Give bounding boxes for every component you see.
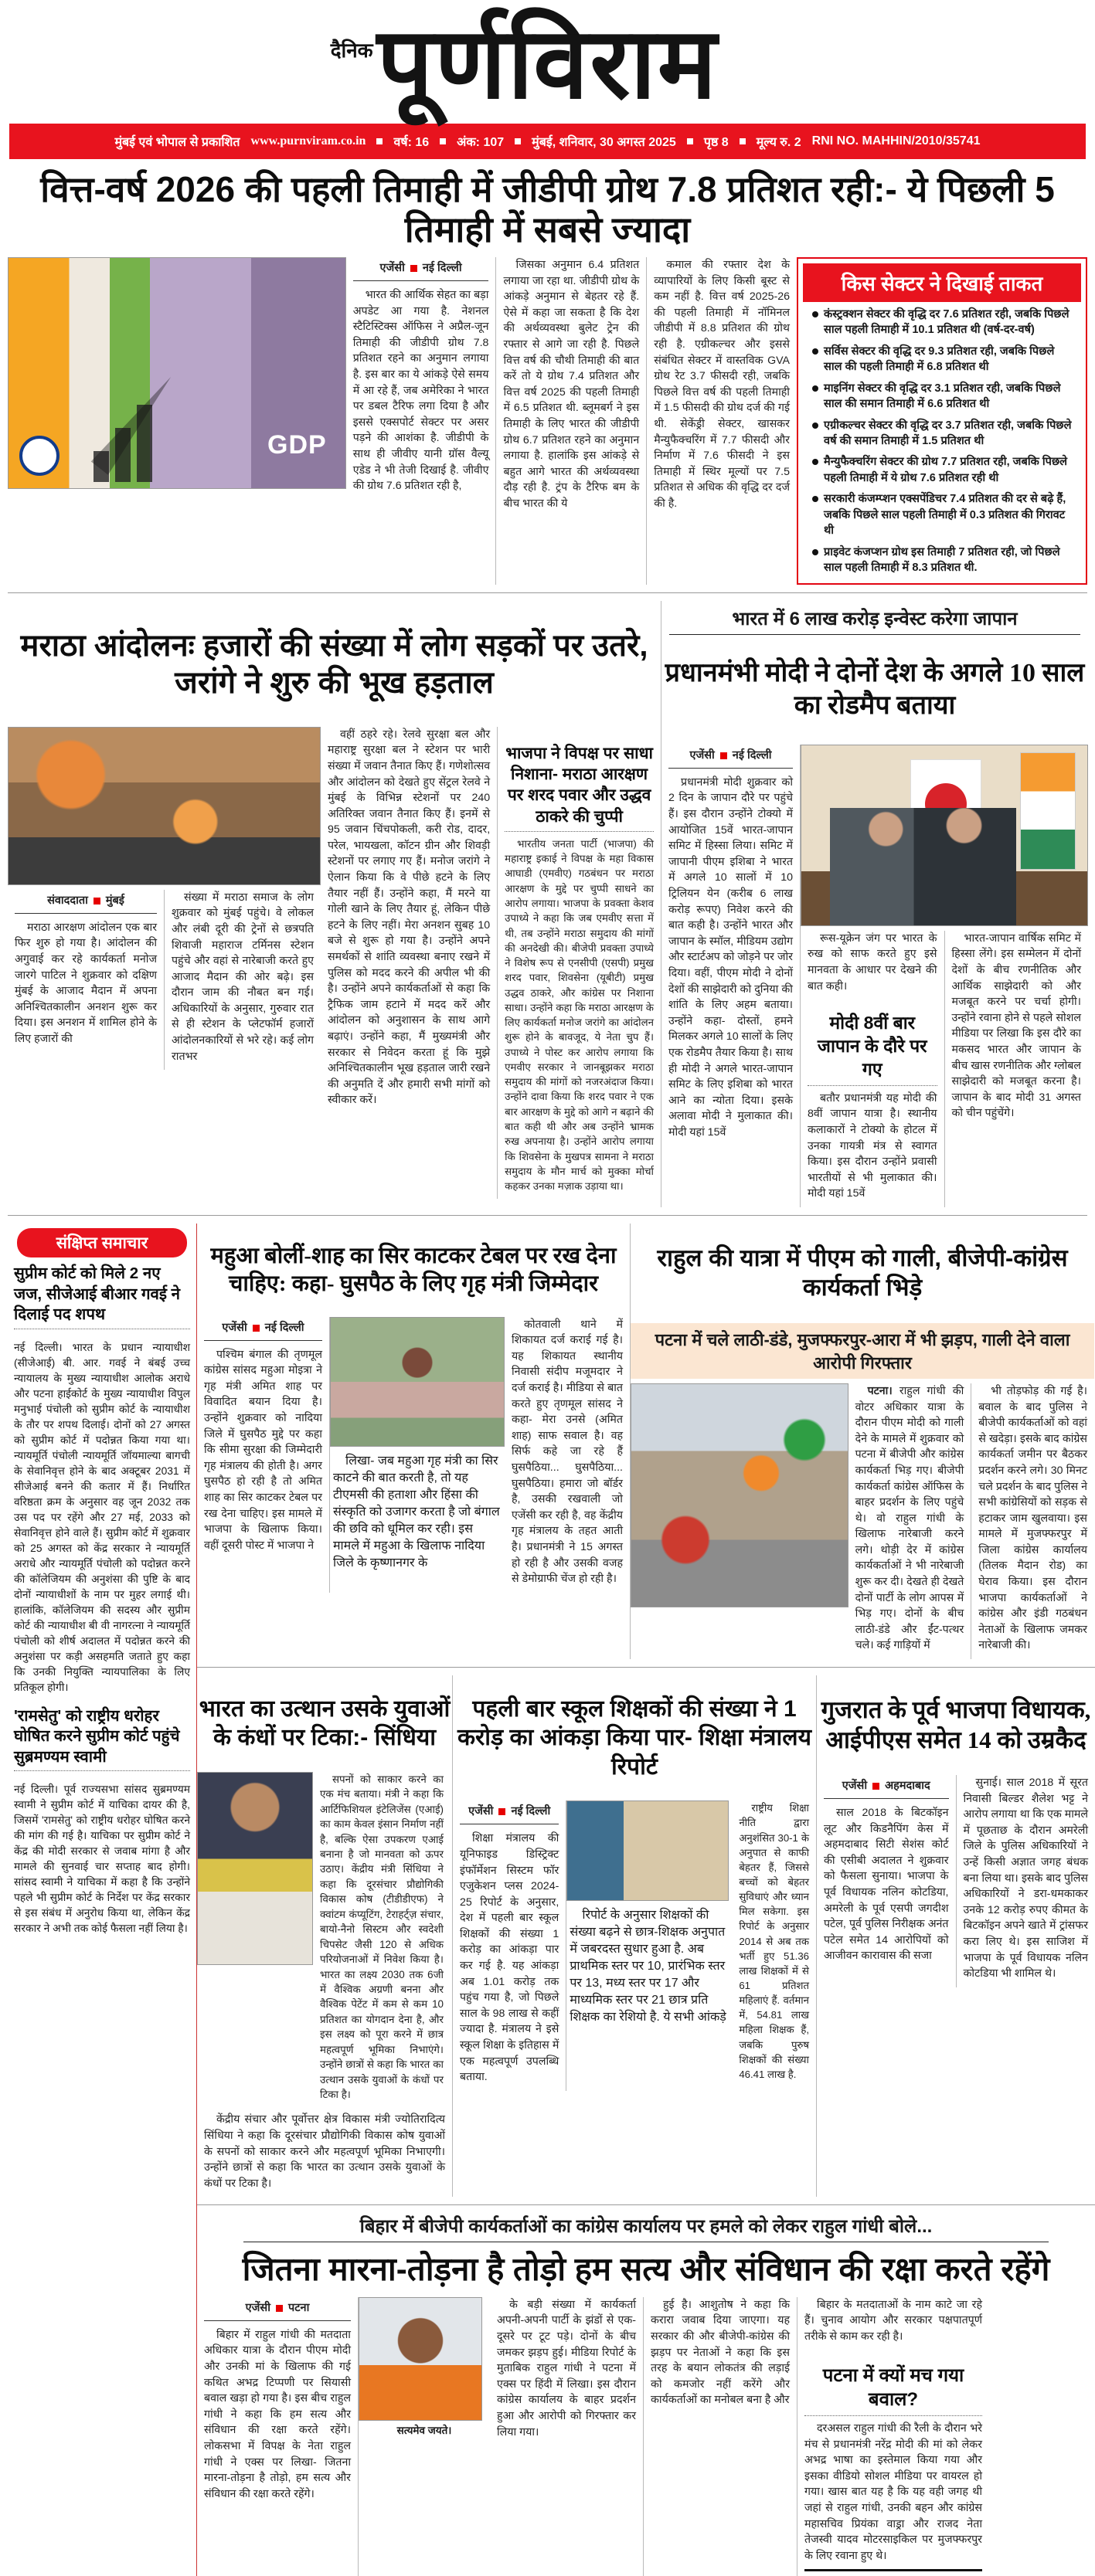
article-text: दरअसल राहुल गांधी की रैली के दौरान भरे मंच से प्रधानमंत्री नरेंद्र मोदी की मां को लेकर अभद्र भाषा का इस्तेमाल किया गया और इसका वीडियो सोशल मीडिया पर वायरल हो गया। खास बात यह है कि यह वही जगह थी जहां से राहुल गांधी, उनकी बहन और कांग्रेस महासचिव प्रियंका वाड्रा और राजद नेता तेजस्वी यादव मोटरसाइकिल पर मुजफ्फरपुर के लिए रवाना हुए थे। <box>804 2422 982 2562</box>
sector-box-title: किस सेक्टर ने दिखाई ताकत <box>803 263 1081 302</box>
separator-square-icon <box>740 138 746 144</box>
article-text: पश्चिम बंगाल की तृणमूल कांग्रेस सांसद महुआ मोइत्रा ने गृह मंत्री अमित शाह पर विवादित बयान दिया है। उन्होंने शुक्रवार को नादिया जिले में घुसपैठ मुद्दे पर कहा कि सीमा सुरक्षा की जिम्मेदारी गृह मंत्रालय की होती है। अगर घुसपैठ हो रही है तो अमित शाह का सिर काटकर टेबल पर रख देना चाहिए। इस मामले में भाजपा के खिलाफ किया। वहीं दूसरी पोस्ट में भाजपा ने <box>204 1348 322 1552</box>
website-url: www.purnviram.co.in <box>250 134 366 148</box>
brief-headline: सुप्रीम कोर्ट को मिले 2 नए जज, सीजेआई बीआर गवई ने दिलाई पद शपथ <box>14 1264 190 1329</box>
sector-bullet: माइनिंग सेक्टर की वृद्धि दर 3.1 प्रतिशत रही, जबकि पिछले साल की समान तिमाही में 6.6 प्रतिशत थी <box>812 381 1075 412</box>
byline-square-icon <box>253 1325 260 1332</box>
gujarat-headline: गुजरात के पूर्व भाजपा विधायक, आईपीएस समेत 14 को उम्रकैद <box>821 1695 1091 1753</box>
sector-bullet: कंस्ट्रक्शन सेक्टर की वृद्धि दर 7.6 प्रतिशत रही, जबकि पिछले साल पहली तिमाही में 10.1 प्रतिशत थी (वर्ष-दर-वर्ष) <box>812 307 1075 338</box>
article-text: बिहार के मतदाताओं के नाम काटे जा रहे हैं। चुनाव आयोग और सरकार पक्षपातपूर्ण तरीके से काम कर रही है। <box>804 2298 982 2343</box>
byline-square-icon <box>94 898 100 904</box>
byline: एजेंसी अहमदाबाद <box>842 1779 930 1792</box>
article-bihar <box>197 2213 1095 2576</box>
issue-number: अंक: 107 <box>457 136 505 149</box>
article-text: कमाल की रफ्तार देश के व्यापारियों के लिए किसी बूस्ट से कम नहीं है. वित्त वर्ष 2025-26 की पहली तिमाही में नॉमिनल जीडीपी में 8.8 प्रतिशत की ग्रोथ रही है. एग्रीकल्चर और इससे संबंधित सेक्टर में वास्तविक GVA ग्रोथ रेट 3.7 फीसदी रही, जबकि पिछले वित्त वर्ष की पहली तिमाही में 1.5 फीसदी की ग्रोथ दर्ज की गई थी. सेकेंड्री सेक्टर, खासकर मैन्युफैक्चरिंग में 7.7 फीसदी और निर्माण में 7.6 फीसदी ने इस तिमाही में स्थिर मूल्यों पर 7.5 प्रतिशत से अधिक की वृद्धि दर दर्ज की है. <box>654 259 790 510</box>
leaders-silhouette <box>830 808 1016 925</box>
modi-ishiba-handshake-photo <box>801 745 1088 926</box>
separator-square-icon <box>440 138 446 144</box>
article-scindia <box>197 1675 453 2197</box>
article-text: के बड़ी संख्या में कार्यकर्ता अपनी-अपनी पार्टी के झंडों से एक-दूसरे पर टूट पड़े। दोनों के बीच जमकर झड़प हुई। मीडिया रिपोर्ट के मुताबिक राहुल गांधी ने पटना में एक्स पर हिंदी में लिखा। इस दौरान कांग्रेस कार्यालय के बाहर प्रदर्शन हुआ और आरोपी को गिरफ्तार कर लिया गया। <box>497 2298 636 2439</box>
article-text: भारत-जापान वार्षिक समिट में हिस्सा लेंगे। इस सम्मेलन में दोनों देशों के बीच रणनीतिक और आर्थिक साझेदारी को और मजबूत करने पर चर्चा होगी। उन्होंने रवाना होने से पहले सोशल मीडिया पर लिखा कि इस दौरे का मकसद भारत और जापान के बीच खास रणनीतिक और ग्लोबल साझेदारी को मजबूत करना है। जापान के बाद मोदी 31 अगस्त को चीन पहुंचेंगे। <box>951 932 1081 1120</box>
sector-strength-box <box>797 257 1087 585</box>
classroom-photo <box>566 1800 729 1901</box>
article-text: साल 2018 के बिटकॉइन लूट और किडनैपिंग केस में अहमदाबाद सिटी सेशंस कोर्ट की एसीबी अदालत ने शुक्रवार को फैसला सुनाया। भाजपा के पूर्व विधायक नलिन कोटडिया, अमरेली के पूर्व एसपी जगदीश पटेल, पूर्व पुलिस निरीक्षक अनंत पटेल समेत 14 आरोपियों को आजीवन कारावास की सजा <box>824 1806 949 1963</box>
article-text: राष्ट्रीय शिक्षा नीति द्वारा अनुशंसित 30-1 के अनुपात से काफी बेहतर हैं, जिससे बच्चों को बेहतर सुविधाएं और ध्यान मिल सकेगा. इस रिपोर्ट के अनुसार 2014 से अब तक भर्ती हुए 51.36 लाख शिक्षकों में से 61 प्रतिशत महिलाएं हैं. वर्तमान में, 54.81 लाख महिला शिक्षक हैं, जबकि पुरुष शिक्षकों की संख्या 46.41 लाख है. <box>739 1802 809 2080</box>
rni-number: RNI NO. MAHHIN/2010/35741 <box>811 134 981 148</box>
byline-square-icon <box>498 1808 505 1815</box>
info-bar <box>9 124 1086 159</box>
masthead <box>8 0 1087 121</box>
separator-square-icon <box>515 138 521 144</box>
article-text: सपनों को साकार करने का एक मंच बताया। मंत्री ने कहा कि आर्टिफिशियल इंटेलिजेंस (एआई) का काम केवल इंसान निर्माण नहीं है, बल्कि ऐसा उपकरण एआई बनाना है जो मानवता को ऊपर उठाए। केंद्रीय मंत्री सिंधिया ने कहा कि दूरसंचार प्रौद्योगिकी विकास कोष (टीडीडीएफ) ने क्वांटम कंप्यूटिंग, टेराहर्ट्ज़ संचार, बायो-नैनो सिस्टम और स्वदेशी चिपसेट जैसी 120 से अधिक परियोजनाओं में निवेश किया है। भारत का लक्ष्य 2030 तक 6जी में वैश्विक अग्रणी बनना और वैश्विक पेटेंट में कम से कम 10 प्रतिशत का योगदान देना है, और इस लक्ष्य को पूरा करने में छात्र महत्वपूर्ण भूमिका निभाएंगे। उन्होंने छात्रों से कहा कि भारत का उत्थान उसके युवाओं के कंधों पर टिका है। <box>320 1773 444 2100</box>
article-text: लिखा- जब महुआ गृह मंत्री का सिर काटने की बात करती है, तो यह टीएमसी की हताशा और हिंसा की संस्कृति को उजागर करता है जो बंगाल की छवि को धूमिल कर रही। इस मामले में महुआ के खिलाफ नादिया जिले के कृष्णानगर के <box>332 1454 500 1570</box>
article-text: रिपोर्ट के अनुसार शिक्षकों की संख्या बढ़ने से छात्र-शिक्षक अनुपात में जबरदस्त सुधार हुआ है. अब प्राथमिक स्तर पर 10, प्रारंभिक स्तर पर 13, मध्य स्तर पर 17 और माध्यमिक स्तर पर 21 छात्र प्रति शिक्षक का रेशियो है. ये सभी आंकड़े <box>570 1909 726 2024</box>
india-flag-icon <box>1020 752 1076 870</box>
article-text: संख्या में मराठा समाज के लोग शुक्रवार को मुंबई पहुंचे। वे लोकल और लंबी दूरी की ट्रेनों से छत्रपति शिवाजी महाराज टर्मिनस स्टेशन पहुंचे और वहां से नारेबाजी करते हुए आजाद मैदान की ओर बढ़े। इस दौरान जाम की नौबत बन गई। अधिकारियों के अनुसार, गुरुवार रात से ही स्टेशन के प्लेटफॉर्म हजारों आंदोलनकारियों से भरे रहे। कई लोग रातभर <box>172 891 314 1063</box>
article-gdp <box>8 170 1087 585</box>
bihar-subhead: पटना में क्यों मच गया बवाल? <box>804 2364 982 2416</box>
gdp-illustration-photo <box>8 257 346 489</box>
article-text: रूस-यूक्रेन जंग पर भारत के रुख को साफ करते हुए इसे मानवता के आधार पर देखने की बात कही। <box>808 932 937 993</box>
article-text: सुनाई। साल 2018 में सूरत निवासी बिल्डर शैलेश भट्ट ने आरोप लगाया था कि एक मामले में पूछताछ के दौरान अमरेली जिले के पुलिस अधिकारियों ने उन्हें किसी अज्ञात जगह बंधक बना लिया था। इसके बाद पुलिस अधिकारियों ने डरा-धमकाकर उनके 12 करोड़ रुपए कीमत के बिटकॉइन अपने खाते में ट्रांसफर करा लिए थे। इस साजिश में भाजपा के पूर्व विधायक नलिन कोटडिया भी शामिल थे। <box>963 1776 1088 1980</box>
brief-text: नई दिल्ली। भारत के प्रधान न्यायाधीश (सीजेआई) बी. आर. गवई ने बंबई उच्च न्यायालय के मुख्य न्यायाधीश आलोक अराधे और पटना हाईकोर्ट के मुख्य न्यायाधीश विपुल मनुभाई पंचोली को सुप्रीम कोर्ट के न्यायाधीश के तौर पर शपथ दिलाई। दोनों को 27 अगस्त को सुप्रीम कोर्ट में पदोन्नत किया गया था। न्यायमूर्ति पंचोली न्यायमूर्ति जॉयमाल्या बागची के सेवानिवृत्त होने के बाद अक्टूबर 2031 में सीजेआई बनने की कतार में हैं। निर्धारित वरिष्ठता क्रम के अनुसार वह जून 2032 तक उस पद पर रहेंगे और 27 मई, 2033 को सेवानिवृत्त होने वाले हैं। सुप्रीम कोर्ट में शुक्रवार को 25 अगस्त को केंद्र सरकार ने न्यायमूर्ति अराधे और न्यायमूर्ति पंचोली को पदोन्नत करने की कॉलेजियम की अनुशंसा की पुष्टि के बाद दोनों न्यायाधीशों के नाम पर मुहर लगाई थी। हालांकि, कॉलेजियम की सदस्य और सुप्रीम कोर्ट की न्यायाधीश बी वी नागरत्ना ने न्यायमूर्ति पंचोली को शीर्ष अदालत में पदोन्नत करने की अनुशंसा पर कड़ी असहमति जताते हुए कहा कि उनकी नियुक्ति न्यायपालिका के लिए प्रतिकूल होगी। <box>14 1341 190 1693</box>
sector-bullet: मैन्युफैक्चरिंग सेक्टर की ग्रोथ 7.7 प्रतिशत रही, जबकि पिछले पहली तिमाही में ये ग्रोथ 7.6 प्रतिशत रही थी <box>812 454 1075 486</box>
ashoka-chakra-icon <box>19 436 60 476</box>
mahua-parliament-photo <box>330 1317 505 1447</box>
sector-bullet-list <box>809 307 1075 575</box>
article-gujarat <box>817 1675 1095 2197</box>
article-text: भी तोड़फोड़ की गई है। बवाल के बाद पुलिस ने बीजेपी कार्यकर्ताओं को वहां से खदेड़ा। इसके बाद कांग्रेस कार्यकर्ता जमीन पर बैठकर प्रदर्शन करने लगे। 30 मिनट चले प्रदर्शन के बाद पुलिस ने सभी कांग्रेसियों को सड़क से हटाकर जाम खुलवाया। इस मामले में मुजफ्फरपुर में जिला कांग्रेस कार्यालय (तिलक मैदान रोड) का घेराव किया। इस दौरान भाजपा कार्यकर्ताओं ने कांग्रेस और इंडी गठबंधन नेताओं के खिलाफ जमकर नारेबाजी की। <box>978 1384 1087 1652</box>
byline-square-icon <box>872 1783 879 1790</box>
japan-headline: प्रधानमंभी मोदी ने दोनों देश के अगले 10 साल का रोडमैप बताया <box>665 658 1085 721</box>
article-mahua <box>197 1224 631 1659</box>
article-text: भारतीय जनता पार्टी (भाजपा) की महाराष्ट्र इकाई ने विपक्ष के महा विकास आघाडी (एमवीए) गठबंधन पर मराठा आरक्षण के मुद्दे पर चुप्पी साधने का आरोप लगाया। भाजपा के प्रवक्ता केशव उपाध्ये ने कहा कि जब एमवीए सत्ता में थी, तब उन्होंने मराठा समुदाय की मांगों की अनदेखी की। बीजेपी प्रवक्ता उपाध्ये ने विशेष रूप से एनसीपी (एसपी) प्रमुख शरद पवार, शिवसेना (यूबीटी) प्रमुख उद्धव ठाकरे, और कांग्रेस पर निशाना साधा। उन्होंने कहा कि मराठा आरक्षण के लिए कार्यकर्ता मनोज जरांगे का आंदोलन शुरू होने के बावजूद, ये नेता चुप हैं। उपाध्ये ने पोस्ट कर आरोप लगाया कि एमवीए सरकार ने जानबूझकर मराठा समुदाय की मांगों को नजरअंदाज किया। उन्होंने दावा किया कि शरद पवार ने एक बार आरक्षण के मुद्दे को आगे न बढ़ाने की बात कही थी और अब उन्होंने भ्रामक रुख अपनाया है। उन्होंने आरोप लगाया कि शिवसेना के मुखपत्र सामना ने मराठा समुदाय के मौन मार्च को मुक्का मोर्चा कहकर उनका मज़ाक उड़ाया था। <box>505 837 654 1193</box>
briefs-title: संक्षिप्त समाचार <box>17 1228 187 1257</box>
brief-text: नई दिल्ली। पूर्व राज्यसभा सांसद सुब्रमण्यम स्वामी ने सुप्रीम कोर्ट में याचिका दायर की है, जिसमें 'रामसेतु' को राष्ट्रीय धरोहर घोषित करने की मांग की गई है। याचिका पर सुप्रीम कोर्ट ने केंद्र की मोदी सरकार से जवाब मांगा है और मामले की सुनवाई चार सप्ताह बाद होगी। सांसद स्वामी ने याचिका में कहा है कि उन्होंने पहले भी सुप्रीम कोर्ट के निर्देश पर केंद्र सरकार से इस संबंध में अनुरोध किया था, लेकिन केंद्र सरकार ने अभी तक कोई फैसला नहीं लिया है। <box>14 1784 190 1935</box>
yatra-headline: राहुल की यात्रा में पीएम को गाली, बीजेपी-कांग्रेस कार्यकर्ता भिड़े <box>657 1244 1068 1302</box>
masthead-daily-label: दैनिक <box>330 39 373 62</box>
sector-bullet: सरकारी कंजम्प्शन एक्सपेंडिचर 7.4 प्रतिशत की दर से बढ़े हैं, जबकि पिछले साल पहली तिमाही में 0.3 प्रतिशत की गिरावट थी <box>812 491 1075 538</box>
rahul-gandhi-photo <box>359 2297 482 2421</box>
scindia-headline: भारत का उत्थान उसके युवाओं के कंधों पर टिका:- सिंधिया <box>199 1695 451 1751</box>
publish-places: मुंबई एवं भोपाल से प्रकाशित <box>114 136 240 149</box>
byline-square-icon <box>410 265 417 272</box>
article-teachers <box>453 1675 817 2197</box>
byline: एजेंसी नई दिल्ली <box>379 262 462 275</box>
teachers-headline: पहली बार स्कूल शिक्षकों की संख्या ने 1 करोड़ का आंकड़ा किया पार- शिक्षा मंत्रालय रिपोर्ट <box>457 1695 811 1780</box>
article-japan <box>661 601 1088 1207</box>
sector-bullet: एग्रीकल्चर सेक्टर की वृद्धि दर 3.7 प्रतिशत रही, जबकि पिछले वर्ष की समान तिमाही में 1.5 प्रतिशत थी <box>812 418 1075 450</box>
article-text: मराठा आरक्षण आंदोलन एक बार फिर शुरु हो गया है। आंदोलन की अगुवाई कर रहे कार्यकर्ता मनोज जारगे पाटिल ने शुक्रवार को दक्षिण मुंबई के आजाद मैदान में अपना अनिश्चितकालीन अनशन शुरू कर दिया। इस अनशन में शामिल होने के लिए हजारों की <box>15 921 157 1045</box>
article-yatra <box>631 1224 1094 1659</box>
maratha-crowd-photo <box>8 727 321 885</box>
article-text: जिसका अनुमान 6.4 प्रतिशत लगाया जा रहा था. जीडीपी ग्रोथ के आंकड़े अनुमान से बेहतर रहे हैं. ऐसे में कहा जा सकता है कि देश की अर्थव्यवस्था बुलेट ट्रेन की रफ्तार से आगे जा रही है. पिछले वित्त वर्ष की चौथी तिमाही की बात करें तो ये ग्रोथ 7.4 प्रतिशत और वित्त वर्ष 2025 की पहली तिमाही में 6.5 प्रतिशत थी. ब्लूमबर्ग ने इस तिमाही के लिए भारत की जीडीपी ग्रोथ 6.7 प्रतिशत रहने का अनुमान लगाया है. हालांकि इस आंकड़े से बहुत आगे भारत की अर्थव्यवस्था दौड़ रही है. ट्रंप के टैरिफ बम के बीच भारत की ये <box>503 259 640 510</box>
article-text: बिहार में राहुल गांधी की मतदाता अधिकार यात्रा के दौरान पीएम मोदी और उनकी मां के खिलाफ की गई कथित अभद्र टिप्पणी पर सियासी बवाल खड़ा हो गया है। इस बीच राहुल गांधी ने कहा कि हम सत्य और संविधान की रक्षा करते रहेंगे। लोकसभा में विपक्ष के नेता राहुल गांधी ने एक्स पर लिखा- जितना मारना-तोड़ना है तोड़ो, हम सत्य और संविधान की रक्षा करते रहेंगे। <box>204 2328 351 2500</box>
byline-square-icon <box>276 2305 283 2312</box>
mahua-headline: महुआ बोलीं-शाह का सिर काटकर टेबल पर रख देना चाहिए: कहा- घुसपैठ के लिए गृह मंत्री जिम्मेदार <box>210 1244 617 1297</box>
newspaper-title: पूर्णविराम <box>376 5 719 121</box>
gdp-label: GDP <box>267 430 327 460</box>
sector-bullet: सर्विस सेक्टर की वृद्धि दर 9.3 प्रतिशत रही, जबकि पिछले साल की पहली तिमाही में 6.8 प्रतिशत थी <box>812 344 1075 375</box>
price: मूल्य रु. 2 <box>756 136 801 149</box>
byline: एजेंसी नई दिल्ली <box>222 1321 304 1334</box>
byline-square-icon <box>720 752 727 759</box>
article-text: शिक्षा मंत्रालय की यूनिफाइड डिस्ट्रिक्ट इंफॉर्मेशन सिस्टम फॉर एजुकेशन प्लस 2024-25 रिपोर्ट के अनुसार, देश में पहली बार स्कूल शिक्षकों की संख्या 1 करोड़ का आंकड़ा पार कर गई है. यह आंकड़ा अब 1.01 करोड़ तक पहुंच गया है, जो पिछले साल के 98 लाख से कहीं ज्यादा है. मंत्रालय ने इसे स्कूल शिक्षा के इतिहास में एक महत्वपूर्ण उपलब्धि बताया. <box>460 1832 559 2084</box>
article-text: प्रधानमंत्री मोदी शुक्रवार को 2 दिन के जापान दौरे पर पहुंचे हैं। इस दौरान उन्होंने टोक्यो में आयोजित 15वें भारत-जापान समिट में हिस्सा लिया। समिट में जापानी पीएम इशिबा ने भारत में अगले 10 सालों में 10 ट्रिलियन येन (करीब 6 लाख करोड़ रूपए) निवेश करने की बात कही है। उन्होंने भारत और जापान के स्मॉल, मीडियम उद्योग और स्टार्टअप को जोड़ने पर जोर दिया। वहीं, पीएम मोदी ने दोनों देशों की साझेदारी को दुनिया की शांति के लिए अहम बताया। उन्होंने कहा- दोस्तों, हमने मिलकर अगले 10 सालों के लिए एक रोडमैप तैयार किया है। साथ ही मोदी ने अगले भारत-जापान समिट के लिए इशिबा को भारत आने का न्योता दिया। इसके अलावा मोदी ने मुलाकात की। मोदी यहां 15वें <box>668 776 794 1139</box>
briefs-sidebar <box>8 1224 197 2576</box>
edition-year: वर्ष: 16 <box>393 136 430 149</box>
yatra-subhead-strip: पटना में चले लाठी-डंडे, मुजफ्फरपुर-आरा में भी झड़प, गाली देने वाला आरोपी गिरफ्तार <box>631 1323 1094 1379</box>
scindia-podium-photo <box>197 1772 313 1965</box>
article-text: कोतवाली थाने में शिकायत दर्ज कराई गई है। यह शिकायत स्थानीय निवासी संदीप मजूमदार ने दर्ज कराई है। मीडिया से बात करते हुए तृणमूल सांसद ने कहा- मेरा उनसे (अमित शाह) साफ सवाल है। वह सिर्फ कहे जा रहे हैं घुसपैठिया... घुसपैठिया... घुसपैठिया। हमारा जो बॉर्डर है, उसकी रखवाली जो एजेंसी कर रही है, वह केंद्रीय गृह मंत्रालय के तहत आती है। प्रधानमंत्री ने 15 अगस्त हो रही है और उसकी वजह से डेमोग्राफी चेंज हो रही है। <box>511 1318 623 1586</box>
edition-date: मुंबई, शनिवार, 30 अगस्त 2025 <box>532 136 676 149</box>
dateline: पटना। <box>867 1384 893 1397</box>
article-text: भारत की आर्थिक सेहत का बड़ा अपडेट आ गया है. नेशनल स्टैटिस्टिक्स ऑफिस ने अप्रैल-जून तिमाही की जीडीपी ग्रोथ 7.8 प्रतिशत रहने का अनुमान लगाया है. इस बार का ये आंकड़े ऐसे समय में आ रहे हैं, जब अमेरिका ने भारत पर डबल टैरिफ लगा दिया है और इससे एक्सपोर्ट सेक्टर पर असर पड़ने की आशंका है. जीडीपी के साथ ही जीवीए यानी ग्रॉस वैल्यू एडेड ने भी तेजी दिखाई है. जीवीए की ग्रोथ 7.6 प्रतिशत रही है, <box>352 289 489 493</box>
article-text: बतौर प्रधानमंत्री यह मोदी की 8वीं जापान यात्रा है। स्थानीय कलाकारों ने टोक्यो के होटल में उनका गायत्री मंत्र से स्वागत किया। इस दौरान उन्होंने प्रवासी भारतीयों से भी मुलाकात की। मोदी यहां 15वें <box>808 1091 937 1200</box>
party-workers-clash-photo <box>631 1383 848 1607</box>
byline: एजेंसी नई दिल्ली <box>689 748 772 762</box>
japan-subhead: मोदी 8वीं बार जापान के दौरे पर गए <box>808 1012 937 1086</box>
sector-bullet: प्राइवेट कंजप्शन ग्रोथ इस तिमाही 7 प्रतिशत रही, जो पिछले साल पहली तिमाही में 8.3 प्रतिशत थी. <box>812 545 1075 576</box>
bihar-kicker: बिहार में बीजेपी कार्यकर्ताओं का कांग्रेस कार्यालय पर हमले को लेकर राहुल गांधी बोले... <box>243 2213 1049 2242</box>
article-text: पटना। राहुल गांधी की वोटर अधिकार यात्रा के दौरान पीएम मोदी को गाली देने के मामले में शुक्रवार को पटना में बीजेपी और कांग्रेस कार्यकर्ता भिड़ गए। बीजेपी कार्यकर्ता कांग्रेस ऑफिस के बाहर प्रदर्शन के लिए पहुंचे थे। वो राहुल गांधी के खिलाफ नारेबाजी करने लगे। थोड़ी देर में कांग्रेस कार्यकर्ताओं ने भी नारेबाजी शुरू कर दी। देखते ही देखते दोनों पार्टी के लोग आपस में भिड़ गए। दोनों के बीच लाठी-डंडे और ईंट-पत्थर चले। कई गाड़ियों में <box>855 1384 964 1652</box>
maratha-headline: मराठा आंदोलनः हजारों की संख्या में लोग सड़कों पर उतरे, जरांगे ने शुरु की भूख हड़ताल <box>20 628 648 700</box>
byline: एजेंसी पटना <box>245 2301 310 2314</box>
japan-kicker: भारत में 6 लाख करोड़ इन्वेस्ट करेगा जापान <box>669 606 1080 635</box>
byline: संवाददाता मुंबई <box>47 894 124 907</box>
separator-square-icon <box>687 138 693 144</box>
article-maratha <box>8 601 661 1207</box>
maratha-subhead: भाजपा ने विपक्ष पर साधा निशाना- मराठा आरक्षण पर शरद पवार और उद्धव ठाकरे की चुप्पी <box>505 743 654 832</box>
byline: एजेंसी नई दिल्ली <box>468 1805 551 1818</box>
article-text: केंद्रीय संचार और पूर्वोत्तर क्षेत्र विकास मंत्री ज्योतिरादित्य सिंधिया ने कहा कि दूरसंचार प्रौद्योगिकी विकास कोष युवाओं के सपनों को साकार करने और महत्वपूर्ण भूमिका निभाएगी। उन्होंने छात्रों से कहा कि भारत का उत्थान उसके युवाओं के कंधों पर टिका है। <box>204 2113 445 2190</box>
article-text: वहीं ठहरे रहे। रेलवे सुरक्षा बल और महाराष्ट्र सुरक्षा बल ने स्टेशन पर भारी संख्या में जवान तैनात किए हैं। गणेशोत्सव और आंदोलन को देखते हुए सेंट्रल रेलवे ने मुंबई के विभिन्न स्टेशनों पर 240 अतिरिक्त जवान तैनात किए हैं। इनमें से 95 जवान चिंचपोकली, करी रोड, दादर, परेल, भायखला, कॉटन ग्रीन और शिवड़ी स्टेशनों पर लगाए गए हैं। मनोज जरांगे ने ऐलान किया कि वे पीछे हटने के लिए तैयार नहीं हैं। उन्होंने कहा, मैं मरने या गोली खाने के लिए तैयार हूं, लेकिन पीछे हटने के लिए नहीं। मेरा अनशन सुबह 10 बजे से शुरू हो गया है। उन्होंने अपने समर्थकों से शांति व्यवस्था बनाए रखने में पुलिस को मदद करने की अपील भी की है। उन्होंने अपने कार्यकर्ताओं से कहा कि ट्रैफिक जाम हटाने में मदद करें और आंदोलन को अनुशासन के साथ आगे बढ़ाएं। उन्होंने कहा, मैं मुख्यमंत्री और सरकार से निवेदन करता हूं कि मुझे अनिश्चितकालीन भूख हड़ताल जारी रखने की अनुमति दें और हमारी सभी मांगों को स्वीकार करें। <box>328 728 491 1107</box>
page-count: पृष्ठ 8 <box>703 136 729 149</box>
photo-caption: सत्यमेव जयते। <box>396 2424 452 2436</box>
article-text: हुई है। आशुतोष ने कहा कि करारा जवाब दिया जाएगा। यह सरकार की और बीजेपी-कांग्रेस की झड़प पर नेताओं ने कहा कि इस तरह के बयान लोकतंत्र की लड़ाई को कमजोर नहीं करेंगे और कार्यकर्ताओं का मनोबल बना है और <box>651 2298 790 2407</box>
brief-headline: 'रामसेतु' को राष्ट्रीय धरोहर घोषित करने सुप्रीम कोर्ट पहुंचे सुब्रमण्यम स्वामी <box>14 1706 190 1772</box>
separator-square-icon <box>376 138 383 144</box>
lead-headline: वित्त-वर्ष 2026 की पहली तिमाही में जीडीपी ग्रोथ 7.8 प्रतिशत रही:- ये पिछली 5 तिमाही में सबसे ज्यादा <box>40 169 1055 249</box>
bihar-headline: जितना मारना-तोड़ना है तोड़ो हम सत्य और संविधान की रक्षा करते रहेंगे <box>242 2251 1050 2288</box>
